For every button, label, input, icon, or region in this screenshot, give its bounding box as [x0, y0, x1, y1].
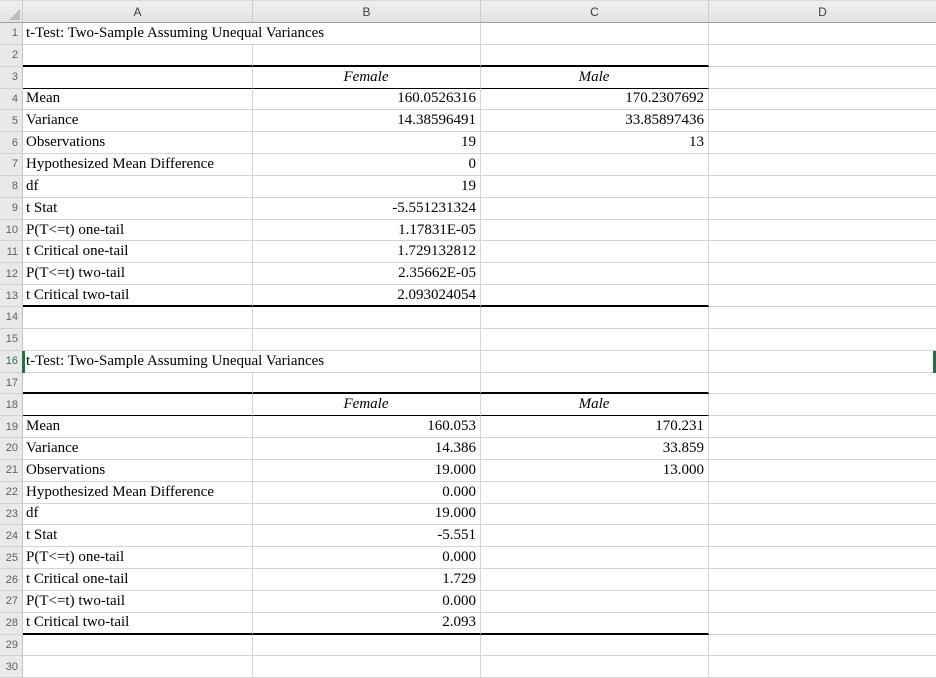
cell-C10[interactable]: [481, 220, 709, 242]
row-27: [0, 591, 936, 613]
select-all-triangle-icon: [9, 9, 20, 20]
cell-C17[interactable]: [481, 373, 709, 395]
cell-B20[interactable]: 14.386: [253, 438, 481, 460]
cell-A30[interactable]: [23, 656, 253, 678]
cell-B6[interactable]: 19: [253, 132, 481, 154]
cell-A13[interactable]: t Critical two-tail: [23, 285, 253, 307]
selection-border-left: [22, 351, 25, 373]
cell-D28[interactable]: [709, 613, 936, 635]
cell-C11[interactable]: [481, 241, 709, 263]
cell-B24[interactable]: -5.551: [253, 525, 481, 547]
row-header-2[interactable]: 2: [0, 45, 23, 67]
cell-B4[interactable]: 160.0526316: [253, 89, 481, 111]
row-header-6[interactable]: 6: [0, 132, 23, 154]
cell-D14[interactable]: [709, 307, 936, 329]
cell-C27[interactable]: [481, 591, 709, 613]
cell-A16[interactable]: t-Test: Two-Sample Assuming Unequal Variances: [23, 351, 253, 373]
row-6: [0, 132, 936, 154]
column-header-a[interactable]: A: [23, 1, 253, 22]
cell-A9[interactable]: t Stat: [23, 198, 253, 220]
cell-D18[interactable]: [709, 394, 936, 416]
cell-C8[interactable]: [481, 176, 709, 198]
cell-C9[interactable]: [481, 198, 709, 220]
cell-B8[interactable]: 19: [253, 176, 481, 198]
cell-D22[interactable]: [709, 482, 936, 504]
cell-D8[interactable]: [709, 176, 936, 198]
row-12: [0, 263, 936, 285]
row-24: [0, 525, 936, 547]
row-header-15[interactable]: 15: [0, 329, 23, 351]
cell-C26[interactable]: [481, 569, 709, 591]
cell-C15[interactable]: [481, 329, 709, 351]
cell-C16[interactable]: [481, 351, 709, 373]
cell-D25[interactable]: [709, 547, 936, 569]
cell-B26[interactable]: 1.729: [253, 569, 481, 591]
cell-B2[interactable]: [253, 45, 481, 67]
cell-A11[interactable]: t Critical one-tail: [23, 241, 253, 263]
row-header-20[interactable]: 20: [0, 438, 23, 460]
cell-C21[interactable]: 13.000: [481, 460, 709, 482]
cell-D3[interactable]: [709, 67, 936, 89]
cell-C12[interactable]: [481, 263, 709, 285]
row-header-29[interactable]: 29: [0, 635, 23, 657]
row-header-28[interactable]: 28: [0, 613, 23, 635]
row-header-5[interactable]: 5: [0, 110, 23, 132]
cell-B30[interactable]: [253, 656, 481, 678]
row-header-27[interactable]: 27: [0, 591, 23, 613]
cell-A2[interactable]: [23, 45, 253, 67]
cell-A21[interactable]: Observations: [23, 460, 253, 482]
row-21: [0, 460, 936, 482]
cell-D30[interactable]: [709, 656, 936, 678]
cell-D24[interactable]: [709, 525, 936, 547]
cell-C23[interactable]: [481, 504, 709, 526]
cell-D7[interactable]: [709, 154, 936, 176]
cell-C28[interactable]: [481, 613, 709, 635]
cell-D6[interactable]: [709, 132, 936, 154]
row-8: [0, 176, 936, 198]
column-header-d[interactable]: D: [818, 4, 827, 19]
cell-A6[interactable]: Observations: [23, 132, 253, 154]
cell-A28[interactable]: t Critical two-tail: [23, 613, 253, 635]
row-4: [0, 89, 936, 111]
cell-B13[interactable]: 2.093024054: [253, 285, 481, 307]
row-26: [0, 569, 936, 591]
cell-B11[interactable]: 1.729132812: [253, 241, 481, 263]
cell-B22[interactable]: 0.000: [253, 482, 481, 504]
cell-D5[interactable]: [709, 110, 936, 132]
row-29: [0, 635, 936, 657]
cell-C24[interactable]: [481, 525, 709, 547]
cell-D16[interactable]: [709, 351, 936, 373]
cell-B19[interactable]: 160.053: [253, 416, 481, 438]
cell-D11[interactable]: [709, 241, 936, 263]
cell-D1[interactable]: [709, 23, 936, 45]
row-9: [0, 198, 936, 220]
cell-B25[interactable]: 0.000: [253, 547, 481, 569]
cell-A7[interactable]: Hypothesized Mean Difference: [23, 154, 253, 176]
cell-B28[interactable]: 2.093: [253, 613, 481, 635]
cell-D4[interactable]: [709, 89, 936, 111]
cell-C30[interactable]: [481, 656, 709, 678]
cell-B7[interactable]: 0: [253, 154, 481, 176]
row-header-8[interactable]: 8: [0, 176, 23, 198]
cell-D2[interactable]: [709, 45, 936, 67]
cell-D27[interactable]: [709, 591, 936, 613]
row-header-3[interactable]: 3: [0, 67, 23, 89]
row-header-4[interactable]: 4: [0, 89, 23, 111]
cell-C25[interactable]: [481, 547, 709, 569]
cell-C1[interactable]: [481, 23, 709, 45]
cell-C7[interactable]: [481, 154, 709, 176]
row-17: [0, 373, 936, 395]
row-header-26[interactable]: 26: [0, 569, 23, 591]
cell-A5[interactable]: Variance: [23, 110, 253, 132]
row-16: [0, 351, 936, 373]
cell-B17[interactable]: [253, 373, 481, 395]
cell-D21[interactable]: [709, 460, 936, 482]
cell-C29[interactable]: [481, 635, 709, 657]
cell-B27[interactable]: 0.000: [253, 591, 481, 613]
row-header-23[interactable]: 23: [0, 504, 23, 526]
cell-C5[interactable]: 33.85897436: [481, 110, 709, 132]
cell-D15[interactable]: [709, 329, 936, 351]
cell-B10[interactable]: 1.17831E-05: [253, 220, 481, 242]
row-header-12[interactable]: 12: [0, 263, 23, 285]
cell-A10[interactable]: P(T<=t) one-tail: [23, 220, 253, 242]
cell-A27[interactable]: P(T<=t) two-tail: [23, 591, 253, 613]
cell-D10[interactable]: [709, 220, 936, 242]
row-header-9[interactable]: 9: [0, 198, 23, 220]
row-header-1[interactable]: 1: [0, 23, 23, 45]
cell-D13[interactable]: [709, 285, 936, 307]
row-22: [0, 482, 936, 504]
row-header-24[interactable]: 24: [0, 525, 23, 547]
cell-A19[interactable]: Mean: [23, 416, 253, 438]
row-header-14[interactable]: 14: [0, 307, 23, 329]
cell-B18[interactable]: Female: [253, 394, 481, 416]
grid-rows: [0, 23, 936, 678]
row-header-13[interactable]: 13: [0, 285, 23, 307]
column-header-c[interactable]: C: [481, 1, 709, 22]
cell-A22[interactable]: Hypothesized Mean Difference: [23, 482, 253, 504]
cell-A8[interactable]: df: [23, 176, 253, 198]
column-header-b[interactable]: B: [253, 1, 481, 22]
row-header-18[interactable]: 18: [0, 394, 23, 416]
row-19: [0, 416, 936, 438]
row-header-17[interactable]: 17: [0, 373, 23, 395]
cell-A23[interactable]: df: [23, 504, 253, 526]
cell-C4[interactable]: 170.2307692: [481, 89, 709, 111]
row-15: [0, 329, 936, 351]
cell-C2[interactable]: [481, 45, 709, 67]
cell-A20[interactable]: Variance: [23, 438, 253, 460]
row-14: [0, 307, 936, 329]
cell-D20[interactable]: [709, 438, 936, 460]
cell-D12[interactable]: [709, 263, 936, 285]
cell-A18[interactable]: [23, 394, 253, 416]
row-20: [0, 438, 936, 460]
cell-C6[interactable]: 13: [481, 132, 709, 154]
cell-D19[interactable]: [709, 416, 936, 438]
row-3: [0, 67, 936, 89]
row-header-11[interactable]: 11: [0, 241, 23, 263]
cell-C14[interactable]: [481, 307, 709, 329]
row-header-10[interactable]: 10: [0, 220, 23, 242]
cell-A15[interactable]: [23, 329, 253, 351]
row-7: [0, 154, 936, 176]
cell-A14[interactable]: [23, 307, 253, 329]
row-header-30[interactable]: 30: [0, 656, 23, 678]
cell-C3[interactable]: Male: [481, 67, 709, 89]
row-18: [0, 394, 936, 416]
cell-D9[interactable]: [709, 198, 936, 220]
cell-B5[interactable]: 14.38596491: [253, 110, 481, 132]
cell-B9[interactable]: -5.551231324: [253, 198, 481, 220]
cell-D29[interactable]: [709, 635, 936, 657]
cell-A17[interactable]: [23, 373, 253, 395]
cell-A1[interactable]: t-Test: Two-Sample Assuming Unequal Variances: [23, 23, 253, 45]
row-header-21[interactable]: 21: [0, 460, 23, 482]
cell-D26[interactable]: [709, 569, 936, 591]
row-10: [0, 220, 936, 242]
row-1: [0, 23, 936, 45]
cell-B23[interactable]: 19.000: [253, 504, 481, 526]
cell-B14[interactable]: [253, 307, 481, 329]
cell-A12[interactable]: P(T<=t) two-tail: [23, 263, 253, 285]
cell-A25[interactable]: P(T<=t) one-tail: [23, 547, 253, 569]
cell-A26[interactable]: t Critical one-tail: [23, 569, 253, 591]
row-28: [0, 613, 936, 635]
cell-A4[interactable]: Mean: [23, 89, 253, 111]
cell-D23[interactable]: [709, 504, 936, 526]
cell-A3[interactable]: [23, 67, 253, 89]
cell-B3[interactable]: Female: [253, 67, 481, 89]
cell-C19[interactable]: 170.231: [481, 416, 709, 438]
row-2: [0, 45, 936, 67]
row-header-19[interactable]: 19: [0, 416, 23, 438]
row-13: [0, 285, 936, 307]
cell-C13[interactable]: [481, 285, 709, 307]
row-header-16[interactable]: 16: [0, 351, 23, 373]
row-23: [0, 504, 936, 526]
select-all-button[interactable]: [0, 1, 23, 22]
cell-B21[interactable]: 19.000: [253, 460, 481, 482]
cell-C18[interactable]: Male: [481, 394, 709, 416]
cell-A29[interactable]: [23, 635, 253, 657]
row-header-7[interactable]: 7: [0, 154, 23, 176]
row-header-22[interactable]: 22: [0, 482, 23, 504]
row-5: [0, 110, 936, 132]
cell-B12[interactable]: 2.35662E-05: [253, 263, 481, 285]
cell-D17[interactable]: [709, 373, 936, 395]
cell-A24[interactable]: t Stat: [23, 525, 253, 547]
row-header-25[interactable]: 25: [0, 547, 23, 569]
row-25: [0, 547, 936, 569]
cell-B29[interactable]: [253, 635, 481, 657]
cell-C22[interactable]: [481, 482, 709, 504]
column-header-row: [0, 1, 936, 23]
row-30: [0, 656, 936, 678]
cell-C20[interactable]: 33.859: [481, 438, 709, 460]
cell-B15[interactable]: [253, 329, 481, 351]
row-11: [0, 241, 936, 263]
